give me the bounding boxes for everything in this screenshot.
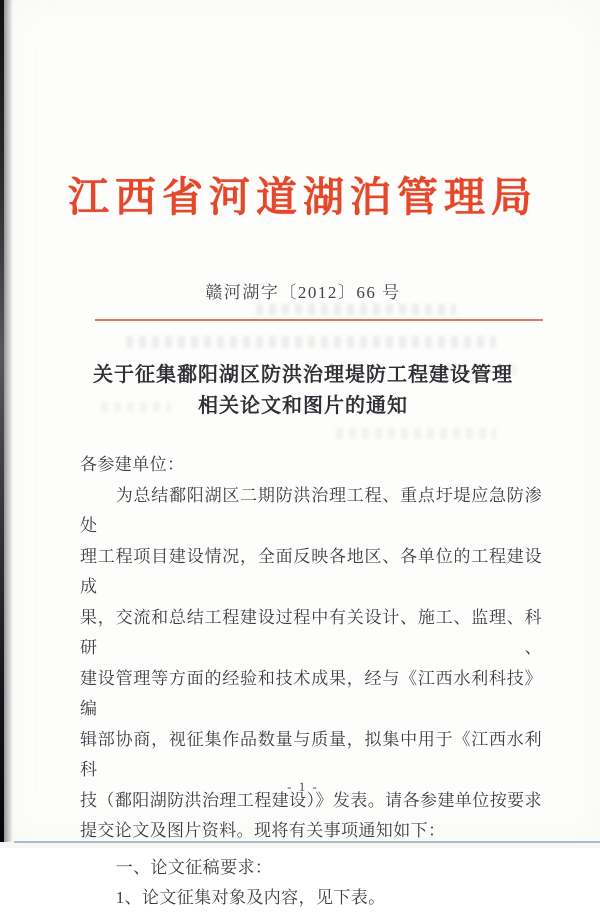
- document-number: 赣河湖字〔2012〕66 号: [205, 283, 401, 302]
- letterhead-agency-name: 江西省河道湖泊管理局: [68, 174, 538, 220]
- bleed-through-artifact: [256, 304, 456, 315]
- scan-bottom-edge: [14, 841, 600, 843]
- notice-title: [6, 360, 600, 422]
- notice-title-line1: 关于征集鄱阳湖区防洪治理堤防工程建设管理: [93, 364, 513, 386]
- scan-edge-shadow: [4, 0, 13, 842]
- body-line: 理工程项目建设情况，全面反映各地区、各单位的工程建设成: [80, 546, 542, 596]
- salutation: 各参建单位：: [80, 455, 185, 474]
- body-line: 技（鄱阳湖防洪治理工程建设）》发表。请各参建单位按要求: [80, 790, 542, 810]
- notice-title-line2: 相关论文和图片的通知: [198, 395, 408, 417]
- body-line: 为总结鄱阳湖区二期防洪治理工程、重点圩堤应急防渗处: [80, 485, 542, 535]
- bleed-through-artifact: [126, 336, 496, 348]
- body-line: 建设管理等方面的经验和技术成果，经与《江西水利科技》编: [80, 668, 542, 718]
- body-line: 果，交流和总结工程建设过程中有关设计、施工、监理、科研、: [80, 607, 542, 657]
- notice-body: [80, 450, 542, 914]
- body-line: 辑部协商，视征集作品数量与质量，拟集中用于《江西水利科: [80, 729, 542, 779]
- page-number: - 1 -: [287, 779, 319, 794]
- document-paper: [6, 0, 600, 907]
- bleed-through-artifact: [336, 428, 496, 439]
- list-item: 1、论文征集对象及内容，见下表。: [115, 888, 386, 907]
- section-heading: 一、论文征稿要求：: [115, 857, 273, 877]
- body-line: 提交论文及图片资料。现将有关事项通知如下：: [80, 821, 446, 840]
- letterhead-divider-line: [95, 319, 543, 321]
